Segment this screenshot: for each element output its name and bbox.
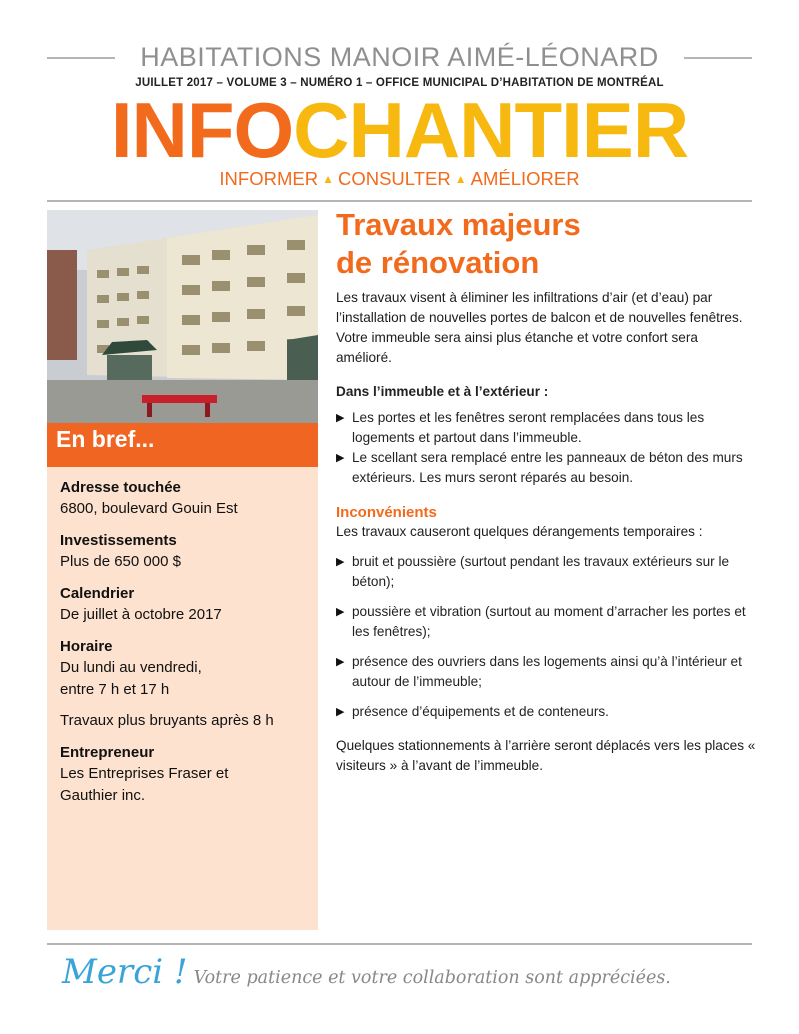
arrow-bullet-icon: ▶ [336, 706, 345, 718]
list-item-text: bruit et poussière (surtout pendant les travaux extérieurs sur le béton); [352, 554, 730, 589]
footer-message: Votre patience et votre collaboration sont appréciées. [193, 968, 671, 988]
headline-line: Travaux majeurs [336, 207, 581, 242]
list-item-text: poussière et vibration (surtout au moment d’arracher les portes et les fenêtres); [352, 604, 746, 639]
article-intro: Les travaux visent à éliminer les infiltrations d’air (et d’eau) par l’installation de nouvelles portes de balcon et de nouvelles fenêtres. Votre immeuble sera ainsi plus étanche et votre confort sera amélioré. [336, 290, 743, 365]
tagline-word: AMÉLIORER [470, 168, 580, 189]
building-photo [47, 210, 318, 423]
footer-divider [47, 943, 752, 945]
fact-label: Adresse touchée [60, 479, 181, 496]
closing-paragraph: Quelques stationnements à l’arrière seront déplacés vers les places « visiteurs » à l’avant de l’immeuble. [336, 738, 756, 773]
headline-line: de rénovation [336, 245, 540, 280]
list-item [336, 652, 756, 692]
arrow-bullet-icon: ▶ [336, 412, 345, 424]
fact-value: Les Entreprises Fraser et [60, 765, 229, 782]
fact-value: Plus de 650 000 $ [60, 553, 181, 570]
fact-label: Investissements [60, 532, 177, 549]
fact-value: entre 7 h et 17 h [60, 681, 170, 698]
tagline [0, 168, 799, 190]
facts-list [60, 467, 310, 807]
list-item [336, 448, 756, 488]
arrow-bullet-icon: ▶ [336, 606, 345, 618]
en-bref-title: En bref... [56, 426, 155, 452]
fact-note: Travaux plus bruyants après 8 h [60, 712, 274, 729]
list-item [336, 552, 756, 592]
list-item [336, 408, 756, 448]
triangle-icon: ▲ [454, 172, 467, 186]
list-item-text: présence des ouvriers dans les logements ainsi qu’à l’intérieur et autour de l’immeuble; [352, 654, 742, 689]
en-bref-sidebar [47, 210, 318, 930]
triangle-icon: ▲ [322, 172, 334, 186]
inconvenients-title: Inconvénients [336, 504, 437, 521]
masthead-chantier: CHANTIER [293, 86, 689, 174]
fact-label: Horaire [60, 638, 113, 655]
fact-label: Calendrier [60, 585, 135, 602]
masthead [0, 86, 799, 174]
inconvenients-intro: Les travaux causeront quelques dérangements temporaires : [336, 524, 703, 539]
list-item-text: Les portes et les fenêtres seront remplacées dans tous les logements et partout dans l’immeuble. [352, 410, 705, 445]
arrow-bullet-icon: ▶ [336, 656, 345, 668]
list-item [336, 702, 756, 722]
article [336, 206, 756, 776]
fact-value: Du lundi au vendredi, [60, 659, 202, 676]
fact-value: Gauthier inc. [60, 787, 146, 804]
fact-value: 6800, boulevard Gouin Est [60, 500, 238, 517]
issue-line: JUILLET 2017 – VOLUME 3 – NUMÉRO 1 – OFFICE MUNICIPAL D’HABITATION DE MONTRÉAL [135, 77, 664, 89]
section-bullets [336, 408, 756, 488]
list-item-text: Le scellant sera remplacé entre les panneaux de béton des murs extérieurs. Les murs seront réparés au besoin. [352, 450, 743, 485]
list-item-text: présence d’équipements et de conteneurs. [352, 704, 609, 719]
list-item [336, 602, 756, 642]
org-name: HABITATIONS MANOIR AIMÉ-LÉONARD [140, 42, 659, 72]
tagline-word: CONSULTER [337, 168, 451, 189]
tagline-word: INFORMER [219, 168, 319, 189]
merci-text: Merci ! [62, 952, 188, 992]
masthead-info: INFO [110, 86, 294, 174]
arrow-bullet-icon: ▶ [336, 452, 345, 464]
inconvenients-bullets [336, 552, 756, 722]
article-headline [336, 206, 756, 282]
footer [62, 952, 671, 992]
section-title: Dans l’immeuble et à l’extérieur : [336, 384, 549, 399]
fact-label: Entrepreneur [60, 744, 155, 761]
arrow-bullet-icon: ▶ [336, 556, 345, 568]
header-divider [47, 200, 752, 202]
fact-value: De juillet à octobre 2017 [60, 606, 222, 623]
